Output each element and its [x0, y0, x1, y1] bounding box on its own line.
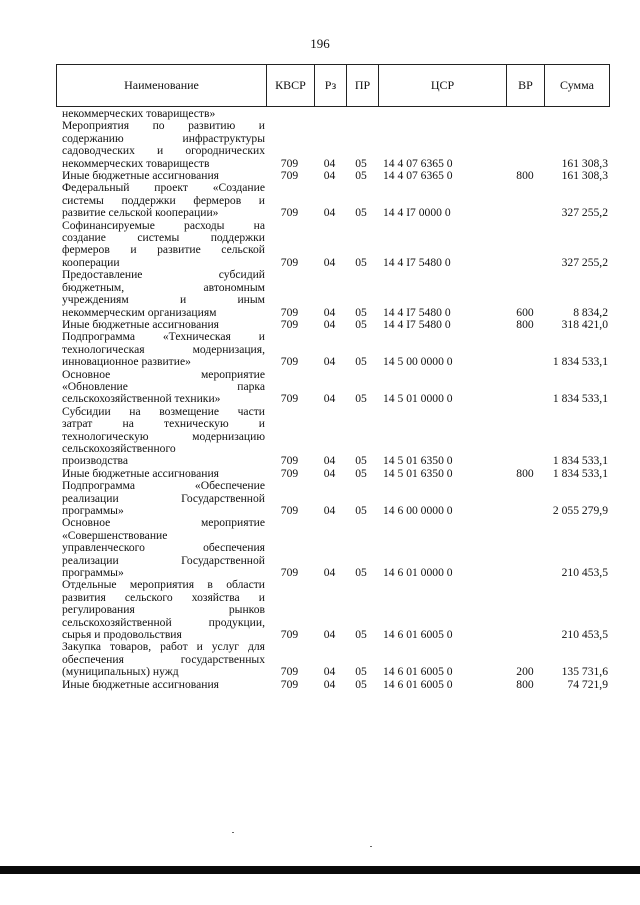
header-rz: Рз: [315, 65, 347, 106]
row-csr: 14 5 01 6350 0: [383, 454, 453, 468]
row-name-line: содержанию инфраструктуры: [62, 131, 265, 145]
row-name-line: Иные бюджетные ассигнования: [62, 677, 219, 691]
scan-bottom-edge: [0, 866, 640, 874]
row-name-line: «Обновление парка: [62, 379, 265, 393]
row-name-line: Основное мероприятие: [62, 367, 265, 381]
row-kvsr: 709: [280, 392, 299, 406]
row-name-line: сырья и продовольствия: [62, 628, 182, 642]
row-sum: 210 453,5: [561, 566, 608, 580]
row-name: [62, 579, 265, 641]
row-sum: 2 055 279,9: [552, 504, 608, 517]
row-sum: 8 834,2: [573, 305, 608, 319]
row-rz: 04: [323, 317, 336, 331]
row-csr: 14 4 07 6365 0: [383, 169, 453, 183]
table-row: [62, 369, 608, 406]
row-rz: 04: [323, 355, 336, 369]
row-name: [62, 517, 265, 579]
row-rz: 04: [323, 677, 336, 691]
page-number: 196: [310, 36, 330, 51]
row-name-line: Субсидии на возмещение части: [62, 404, 265, 418]
row-name-line: развитие сельской кооперации»: [62, 206, 219, 220]
row-name-line: развития сельского хозяйства и: [62, 590, 265, 604]
row-name-line: Предоставление субсидий: [62, 268, 265, 282]
row-pr: 05: [355, 156, 367, 170]
row-sum: 210 453,5: [561, 628, 608, 642]
row-name-line: системы поддержки фермеров и: [62, 193, 265, 207]
row-rz: 04: [323, 665, 336, 679]
row-csr: 14 5 01 0000 0: [383, 392, 453, 406]
row-sum: 1 834 533,1: [552, 355, 608, 369]
header-csr: ЦСР: [379, 65, 507, 106]
row-rz: 04: [323, 156, 336, 170]
row-name: [62, 120, 265, 170]
row-sum: 74 721,9: [567, 677, 608, 691]
row-name-line: Подпрограмма «Техническая и: [62, 330, 265, 344]
row-kvsr: 709: [280, 677, 299, 691]
row-name-line: технологическую модернизацию: [62, 429, 265, 443]
row-csr: 14 5 00 0000 0: [383, 355, 453, 369]
row-name-line: сельскохозяйственной продукции,: [62, 615, 265, 629]
row-name: [62, 480, 265, 517]
row-pr: 05: [355, 317, 367, 331]
row-pr: 05: [355, 255, 367, 269]
row-name-line: некоммерческих товариществ: [62, 156, 210, 170]
row-csr: 14 6 01 6005 0: [383, 677, 453, 691]
row-name-line: Иные бюджетные ассигнования: [62, 317, 219, 331]
row-name-line: регулирования рынков: [62, 603, 265, 617]
table-row: [62, 641, 608, 678]
row-sum: 161 308,3: [561, 156, 608, 170]
table-row: [62, 679, 608, 691]
row-kvsr: 709: [280, 317, 299, 331]
row-vr: 800: [516, 677, 534, 691]
row-name-line: Иные бюджетные ассигнования: [62, 466, 219, 480]
row-name-line: реализации Государственной: [62, 553, 265, 567]
row-rz: 04: [323, 206, 336, 220]
table-row: [62, 182, 608, 219]
row-name: [62, 369, 265, 406]
row-pr: 05: [355, 628, 367, 642]
row-name-line: сельскохозяйственного: [62, 441, 176, 455]
row-vr: 800: [516, 169, 534, 183]
row-name-line: производства: [62, 454, 129, 468]
row-name: [62, 679, 265, 691]
row-name-line: программы»: [62, 504, 124, 517]
row-csr: 14 6 01 0000 0: [383, 566, 453, 580]
table-row: [62, 480, 608, 517]
row-name-line: сельскохозяйственной техники»: [62, 392, 221, 406]
table-row: [62, 406, 608, 468]
row-kvsr: 709: [280, 665, 299, 679]
row-csr: 14 4 I7 5480 0: [383, 305, 451, 319]
row-sum: 1 834 533,1: [552, 454, 608, 468]
row-kvsr: 709: [280, 156, 299, 170]
table-row: [62, 517, 608, 579]
row-pr: 05: [355, 206, 367, 220]
row-pr: 05: [355, 454, 367, 468]
row-name-line: садоводческих и огороднических: [62, 144, 265, 158]
table-row: [62, 331, 608, 368]
row-kvsr: 709: [280, 628, 299, 642]
row-rz: 04: [323, 255, 336, 269]
row-sum: 327 255,2: [561, 206, 608, 220]
row-pr: 05: [355, 169, 367, 183]
row-name-line: Основное мероприятие: [62, 516, 265, 530]
row-csr: 14 6 01 6005 0: [383, 665, 453, 679]
row-name-line: затрат на техническую и: [62, 417, 265, 431]
table-row: [62, 220, 608, 270]
row-sum: 135 731,6: [561, 665, 608, 679]
row-kvsr: 709: [280, 255, 299, 269]
row-name: [62, 220, 265, 270]
row-name: [62, 269, 265, 319]
row-name: [62, 641, 265, 678]
row-name-line: бюджетным, автономным: [62, 280, 265, 294]
row-name-line: Федеральный проект «Создание: [62, 181, 265, 195]
row-name-line: управленческого обеспечения: [62, 541, 265, 555]
row-kvsr: 709: [280, 355, 299, 369]
row-name-line: Иные бюджетные ассигнования: [62, 169, 219, 183]
row-sum: 1 834 533,1: [552, 466, 608, 480]
header-pr: ПР: [347, 65, 379, 106]
row-name-line: Закупка товаров, работ и услуг для: [62, 640, 265, 654]
row-rz: 04: [323, 504, 336, 517]
row-csr: 14 6 00 0000 0: [383, 504, 453, 517]
row-name-line: некоммерческих товариществ»: [62, 107, 216, 120]
row-pr: 05: [355, 392, 367, 406]
row-vr: 600: [516, 305, 534, 319]
table-body: [62, 108, 608, 691]
row-name-line: «Совершенствование: [62, 528, 168, 542]
row-csr: 14 4 I7 5480 0: [383, 317, 451, 331]
row-name-line: Мероприятия по развитию и: [62, 119, 265, 133]
row-kvsr: 709: [280, 169, 299, 183]
row-pr: 05: [355, 305, 367, 319]
row-name-line: фермеров и развитие сельской: [62, 243, 265, 257]
row-name-line: технологическая модернизация,: [62, 342, 265, 356]
row-rz: 04: [323, 305, 336, 319]
row-kvsr: 709: [280, 454, 299, 468]
row-name-line: Софинансируемые расходы на: [62, 218, 265, 232]
row-name-line: учреждениям и иным: [62, 293, 265, 307]
row-kvsr: 709: [280, 206, 299, 220]
row-name: [62, 331, 265, 368]
scan-speck: [232, 832, 234, 833]
row-pr: 05: [355, 665, 367, 679]
table-row: [62, 269, 608, 319]
row-sum: 161 308,3: [561, 169, 608, 183]
row-kvsr: 709: [280, 504, 299, 517]
table-row: [62, 120, 608, 170]
header-name: Наименование: [57, 65, 267, 106]
row-name-line: (муниципальных) нужд: [62, 665, 179, 679]
row-kvsr: 709: [280, 305, 299, 319]
row-vr: 200: [516, 665, 534, 679]
row-csr: 14 5 01 6350 0: [383, 466, 453, 480]
row-pr: 05: [355, 355, 367, 369]
row-kvsr: 709: [280, 466, 299, 480]
row-pr: 05: [355, 466, 367, 480]
row-vr: 800: [516, 466, 534, 480]
row-csr: 14 6 01 6005 0: [383, 628, 453, 642]
row-name-line: Подпрограмма «Обеспечение: [62, 479, 265, 493]
row-rz: 04: [323, 466, 336, 480]
row-pr: 05: [355, 504, 367, 517]
row-sum: 318 421,0: [561, 317, 608, 331]
scan-speck: [370, 846, 372, 847]
row-name-line: создание системы поддержки: [62, 231, 265, 245]
row-name: [62, 182, 265, 219]
table-header: [56, 64, 610, 107]
row-name-line: обеспечения государственных: [62, 652, 265, 666]
row-name-line: некоммерческим организациям: [62, 305, 217, 319]
row-sum: 327 255,2: [561, 255, 608, 269]
row-csr: 14 4 07 6365 0: [383, 156, 453, 170]
row-vr: 800: [516, 317, 534, 331]
row-csr: 14 4 I7 5480 0: [383, 255, 451, 269]
table-row: [62, 579, 608, 641]
row-sum: 1 834 533,1: [552, 392, 608, 406]
row-name-line: инновационное развитие»: [62, 355, 191, 369]
row-pr: 05: [355, 677, 367, 691]
row-name-line: кооперации: [62, 255, 120, 269]
row-rz: 04: [323, 392, 336, 406]
header-vr: ВР: [507, 65, 545, 106]
row-rz: 04: [323, 628, 336, 642]
header-kvsr: КВСР: [267, 65, 315, 106]
row-name-line: программы»: [62, 566, 124, 580]
row-csr: 14 4 I7 0000 0: [383, 206, 451, 220]
header-sum: Сумма: [560, 78, 594, 92]
row-pr: 05: [355, 566, 367, 580]
row-name-line: реализации Государственной: [62, 491, 265, 505]
row-rz: 04: [323, 454, 336, 468]
row-name: [62, 406, 265, 468]
row-kvsr: 709: [280, 566, 299, 580]
row-name-line: Отдельные мероприятия в области: [62, 578, 265, 592]
row-rz: 04: [323, 169, 336, 183]
row-rz: 04: [323, 566, 336, 580]
